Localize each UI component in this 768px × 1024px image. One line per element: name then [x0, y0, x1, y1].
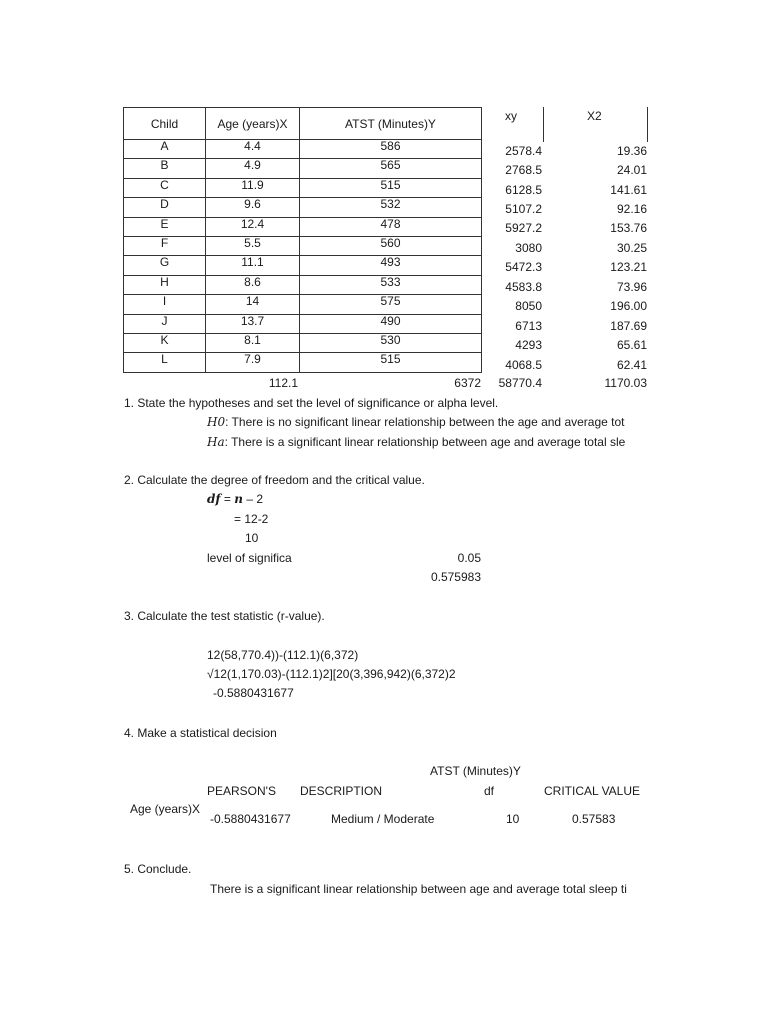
cell-x2: 62.41 [616, 358, 647, 372]
total-age: 112.1 [268, 376, 298, 390]
cell-xy: 8050 [515, 299, 542, 313]
table-row [124, 256, 482, 275]
cell-child: L [124, 353, 206, 372]
table-row [124, 217, 482, 236]
decision-col-header: ATST (Minutes)Y [430, 764, 521, 778]
cell-age: 4.9 [206, 159, 300, 178]
cell-xy: 2768.5 [505, 163, 542, 177]
ha-line [207, 435, 648, 449]
table-row [124, 159, 482, 178]
formula-numerator: 12(58,770.4))-(112.1)(6,372) [207, 648, 359, 662]
df-rest: – 2 [242, 492, 263, 506]
cell-age: 11.9 [206, 178, 300, 197]
header-age: Age (years)X [206, 108, 300, 140]
ha-text: : There is a significant linear relationship between age and average total sle [224, 435, 626, 449]
cell-age: 8.6 [206, 275, 300, 294]
header-xy: xy [505, 109, 517, 123]
cell-age: 13.7 [206, 314, 300, 333]
df-header: df [484, 784, 495, 798]
cell-x2: 30.25 [616, 241, 647, 255]
df-n: n [234, 492, 243, 506]
h0-line [207, 415, 648, 429]
df-formula [207, 492, 263, 506]
cell-age: 7.9 [206, 353, 300, 372]
critical-value: 0.575983 [430, 570, 481, 584]
header-atst: ATST (Minutes)Y [300, 108, 482, 140]
cell-atst: 478 [300, 217, 482, 236]
cell-child: H [124, 275, 206, 294]
critical-decision-value: 0.57583 [572, 812, 616, 826]
cell-atst: 493 [300, 256, 482, 275]
cell-x2: 153.76 [610, 221, 647, 235]
total-x2: 1170.03 [604, 376, 647, 390]
cell-age: 5.5 [206, 236, 300, 255]
cell-x2: 19.36 [616, 144, 647, 158]
cell-x2: 196.00 [610, 299, 647, 313]
cell-child: B [124, 159, 206, 178]
total-atst: 6372 [454, 376, 481, 390]
cell-atst: 586 [300, 140, 482, 159]
table-row [124, 333, 482, 352]
formula-denominator: √12(1,170.03)-(112.1)2][20(3,396,942)(6,372)2 [207, 667, 456, 681]
cell-age: 14 [206, 295, 300, 314]
cell-child: K [124, 333, 206, 352]
conclusion-text: There is a significant linear relationship between age and average total sleep ti [210, 882, 627, 896]
cell-xy: 5472.3 [505, 260, 542, 274]
pearson-label: PEARSON'S [207, 784, 276, 798]
cell-age: 9.6 [206, 198, 300, 217]
cell-xy: 3080 [515, 241, 542, 255]
cell-age: 8.1 [206, 333, 300, 352]
cell-child: G [124, 256, 206, 275]
cell-xy: 5927.2 [505, 221, 542, 235]
alpha-value: 0.05 [457, 551, 481, 565]
h0-text: : There is no significant linear relationship between the age and average tot [225, 415, 625, 429]
cell-xy: 4293 [515, 338, 542, 352]
h0-label: H0 [207, 415, 226, 429]
cell-child: F [124, 236, 206, 255]
cell-xy: 6713 [515, 319, 542, 333]
description-label: DESCRIPTION [300, 784, 383, 798]
table-row [124, 275, 482, 294]
cell-atst: 530 [300, 333, 482, 352]
cell-xy: 5107.2 [505, 202, 542, 216]
step5-heading: 5. Conclude. [124, 862, 192, 876]
total-xy: 58770.4 [498, 376, 542, 390]
cell-atst: 575 [300, 295, 482, 314]
cell-child: I [124, 295, 206, 314]
significance-label: level of significa [207, 551, 292, 565]
cell-age: 11.1 [206, 256, 300, 275]
header-x2: X2 [587, 109, 602, 123]
cell-x2: 65.61 [616, 338, 647, 352]
cell-x2: 92.16 [616, 202, 647, 216]
cell-child: A [124, 140, 206, 159]
cell-atst: 533 [300, 275, 482, 294]
step1-heading: 1. State the hypotheses and set the level of significance or alpha level. [124, 396, 499, 410]
df-decision-value: 10 [506, 812, 520, 826]
step3-heading: 3. Calculate the test statistic (r-value). [124, 609, 325, 623]
divider [543, 107, 544, 142]
data-table [123, 107, 482, 373]
cell-xy: 4068.5 [505, 358, 542, 372]
cell-atst: 560 [300, 236, 482, 255]
ha-label: Ha [207, 435, 225, 449]
cell-xy: 4583.8 [505, 280, 542, 294]
cell-x2: 141.61 [610, 183, 647, 197]
cell-atst: 515 [300, 178, 482, 197]
pearson-value: -0.5880431677 [210, 812, 291, 826]
table-row [124, 236, 482, 255]
table-row [124, 140, 482, 159]
df-value: 10 [245, 531, 259, 545]
cell-x2: 24.01 [616, 163, 647, 177]
step4-heading: 4. Make a statistical decision [124, 726, 277, 740]
description-value: Medium / Moderate [331, 812, 435, 826]
cell-age: 4.4 [206, 140, 300, 159]
table-row [124, 198, 482, 217]
decision-row-label: Age (years)X [130, 802, 201, 816]
r-value: -0.5880431677 [213, 686, 294, 700]
df-label: df [207, 492, 221, 506]
table-row [124, 295, 482, 314]
cell-x2: 123.21 [610, 260, 647, 274]
cell-atst: 490 [300, 314, 482, 333]
critical-header: CRITICAL VALUE [544, 784, 641, 798]
cell-atst: 515 [300, 353, 482, 372]
cell-child: D [124, 198, 206, 217]
header-child: Child [124, 108, 206, 140]
cell-child: C [124, 178, 206, 197]
df-line2: = 12-2 [234, 512, 269, 526]
divider [647, 107, 648, 142]
cell-xy: 6128.5 [505, 183, 542, 197]
cell-xy: 2578.4 [505, 144, 542, 158]
table-row [124, 178, 482, 197]
step2-heading: 2. Calculate the degree of freedom and the critical value. [124, 473, 425, 487]
table-row [124, 353, 482, 372]
table-row [124, 314, 482, 333]
cell-atst: 565 [300, 159, 482, 178]
cell-atst: 532 [300, 198, 482, 217]
cell-x2: 187.69 [610, 319, 647, 333]
df-eq: = [220, 492, 235, 506]
cell-child: J [124, 314, 206, 333]
cell-age: 12.4 [206, 217, 300, 236]
cell-child: E [124, 217, 206, 236]
cell-x2: 73.96 [616, 280, 647, 294]
